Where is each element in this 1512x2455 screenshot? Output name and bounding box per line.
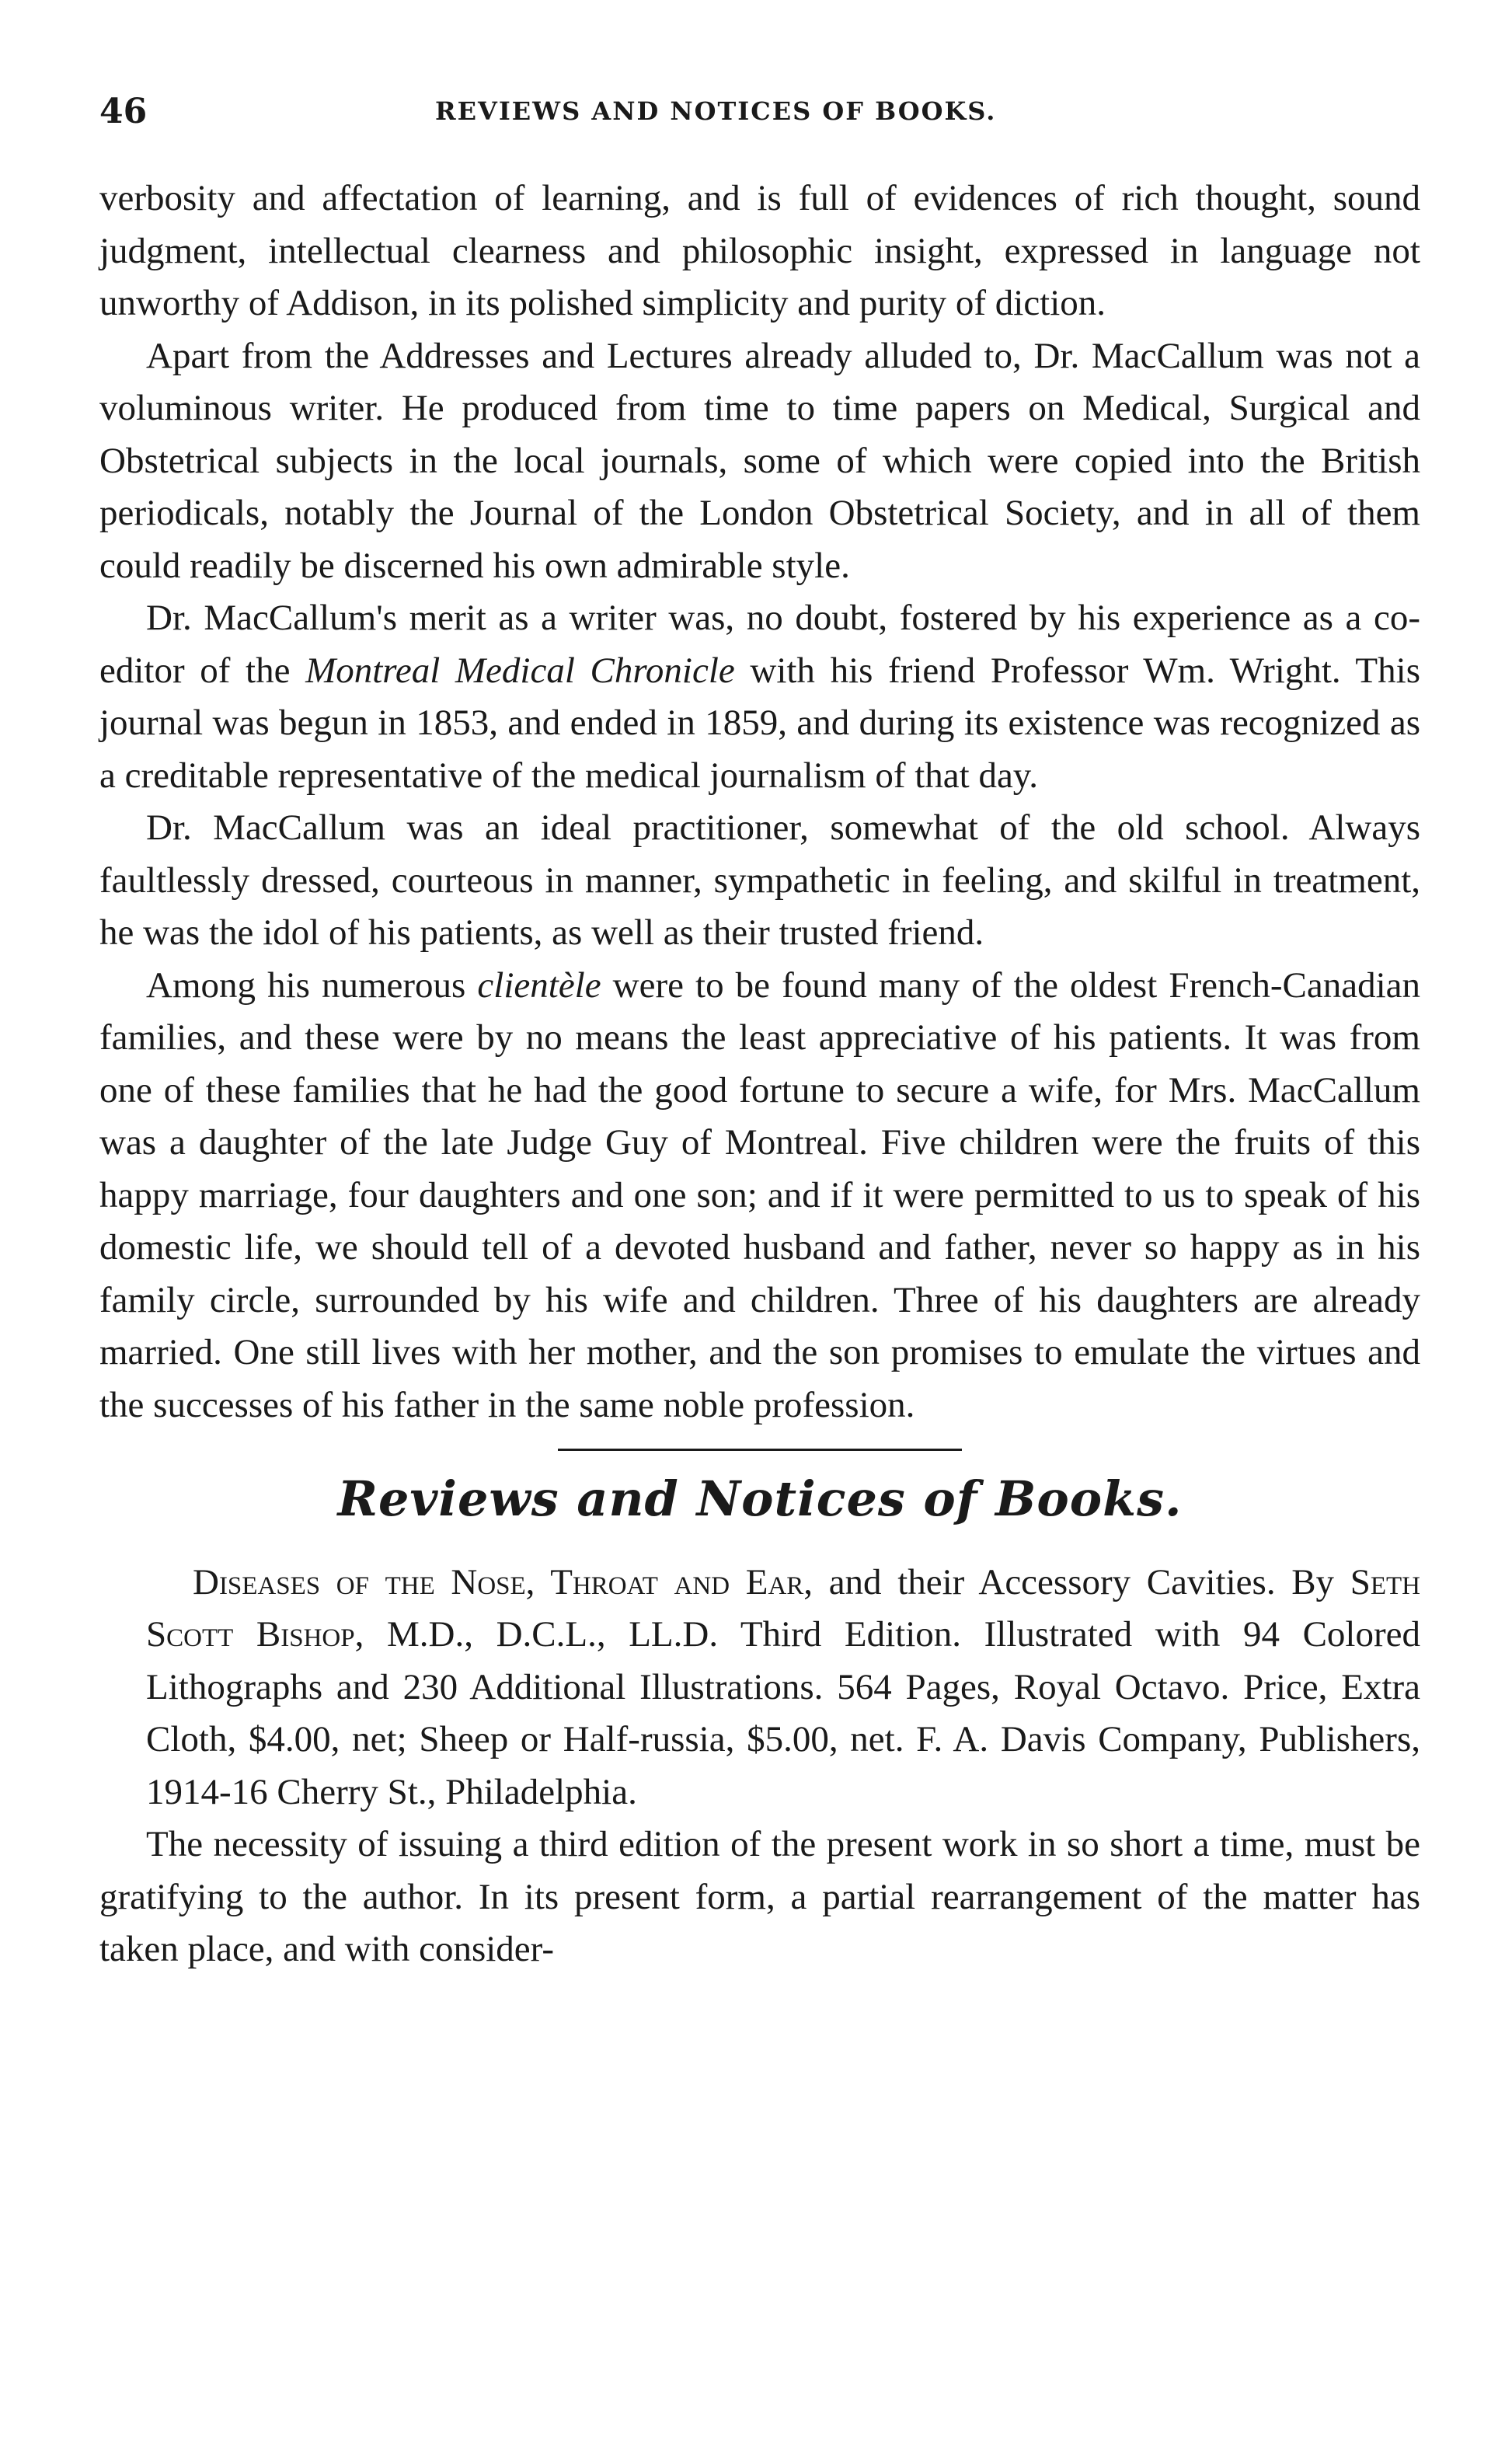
section-divider [558,1449,962,1451]
running-head: REVIEWS AND NOTICES OF BOOKS. [435,96,997,126]
paragraph-editor-text-b: with his friend Professor Wm. Wright. This journal was begun in 1853, and ended in 1859, and during its existence was recognized as a creditable representative of the medical journalism of that day. [99,650,1420,796]
clientele-word: clientèle [477,964,601,1006]
paragraph-family [99,960,1420,1432]
paragraph-continuation: verbosity and affectation of learning, and is full of evidences of rich thought, sound judgment, intellectual clearness and philosophic insight, expressed in language not unworthy of Addison, in its polished simplicity and purity of diction. [99,178,1420,323]
page-number: 46 [99,92,148,131]
journal-title: Montreal Medical Chronicle [305,650,735,691]
paragraph-family-text-a: Among his numerous [146,964,478,1006]
book-citation-text-b: M.D., D.C.L., LL.D. Third Edition. Illustrated with 94 Colored Lithographs and 230 Additional Illustrations. 564 Pages, Royal Octavo. Price, Extra Cloth, $4.00, net; Sheep or Half-russia, $5.00, net. F. A. Davis Company, Publishers, 1914-16 Cherry St., Philadelphia. [146,1614,1420,1812]
review-paragraph: The necessity of issuing a third edition of the present work in so short a time, must be gratifying to the author. In its present form, a partial rearrangement of the matter has taken place, and with consider- [99,1824,1420,1969]
paragraph-editor [99,592,1420,802]
book-title: Diseases of the Nose, Throat and Ear, [193,1561,813,1602]
page-body [99,173,1420,1976]
section-heading: Reviews and Notices of Books. [337,1470,1183,1527]
paragraph-family-text-b: were to be found many of the oldest French-Canadian families, and these were by no means the least appreciative of his patients. It was from one of these families that he had the good fortune to secure a wife, for Mrs. MacCallum was a daughter of the late Judge Guy of Montreal. Five children were the fruits of this happy marriage, four daughters and one son; and if it were permitted to us to speak of his domestic life, we should tell of a devoted husband and father, never so happy as in his family circle, surrounded by his wife and children. Three of his daughters are already married. One still lives with her mother, and the son promises to emulate the virtues and the successes of his father in the same noble profession. [99,964,1421,1425]
paragraph-editor-text-a: Dr. MacCallum's merit as a writer was, no doubt, fostered by his experience as a co-editor of the [99,598,1420,691]
paragraph-practitioner: Dr. MacCallum was an ideal practitioner, somewhat of the old school. Always faultlessly dressed, courteous in manner, sympathetic in feeling, and skilful in treatment, he was the idol of his patients, as well as their trusted friend. [99,807,1420,953]
book-author: Seth Scott Bishop, [146,1561,1420,1655]
paragraph-writings: Apart from the Addresses and Lectures already alluded to, Dr. MacCallum was not a voluminous writer. He produced from time to time papers on Medical, Surgical and Obstetrical subjects in the local journals, some of which were copied into the British periodicals, notably the Journal of the London Obstetrical Society, and in all of them could readily be discerned his own admirable style. [99,335,1420,586]
book-citation-text-a: and their Accessory Cavities. By [813,1561,1350,1602]
book-citation [99,1557,1420,1819]
